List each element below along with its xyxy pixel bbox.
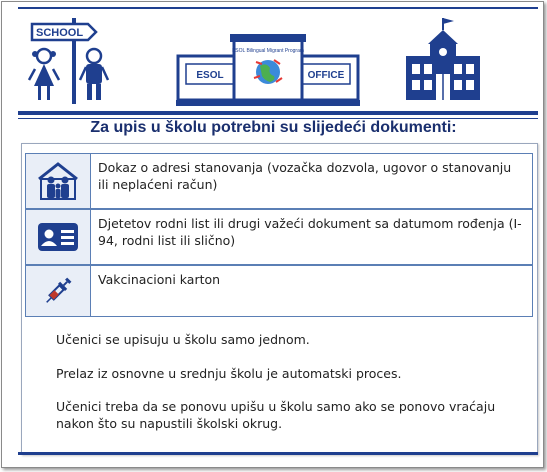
document-text: Vakcinacioni karton	[98, 272, 221, 287]
family-house-icon	[26, 154, 91, 208]
document-text: Djetetov rodni list ili drugi važeći dokument sa datumom rođenja (I-94, rodni list ili slično)	[98, 216, 522, 248]
school-building-icon	[404, 16, 482, 102]
document-row-vaccination	[25, 265, 533, 317]
note-re-enrollment: Učenici treba da se ponovu upišu u školu samo ako se ponovo vraćaju nakon što su napustili školski okrug.	[56, 399, 496, 431]
header-divider	[18, 111, 538, 115]
syringe-icon	[26, 266, 91, 316]
note-enroll-once: Učenici se upisuju u školu samo jednom.	[56, 332, 310, 347]
office-label: OFFICE	[307, 70, 345, 81]
note-automatic-transfer: Prelaz iz osnovne u srednju školu je automatski proces.	[56, 366, 402, 381]
documents-card	[21, 143, 538, 455]
program-banner-text: ESOL Bilingual Migrant Program	[231, 48, 305, 54]
id-card-icon	[26, 210, 91, 264]
school-sign-text: SCHOOL	[36, 27, 84, 39]
document-row-birth-certificate	[25, 209, 533, 265]
esol-office-building-illustration	[176, 32, 360, 108]
document-row-address	[25, 153, 533, 209]
bottom-divider	[18, 452, 538, 455]
school-kids-illustration	[26, 14, 118, 106]
top-divider	[18, 7, 538, 9]
esol-label: ESOL	[196, 70, 224, 81]
page-title: Za upis u školu potrebni su slijedeći dokumenti:	[90, 119, 457, 136]
document-text: Dokaz o adresi stanovanja (vozačka dozvola, ugovor o stanovanju ili neplaćeni račun)	[98, 160, 512, 192]
